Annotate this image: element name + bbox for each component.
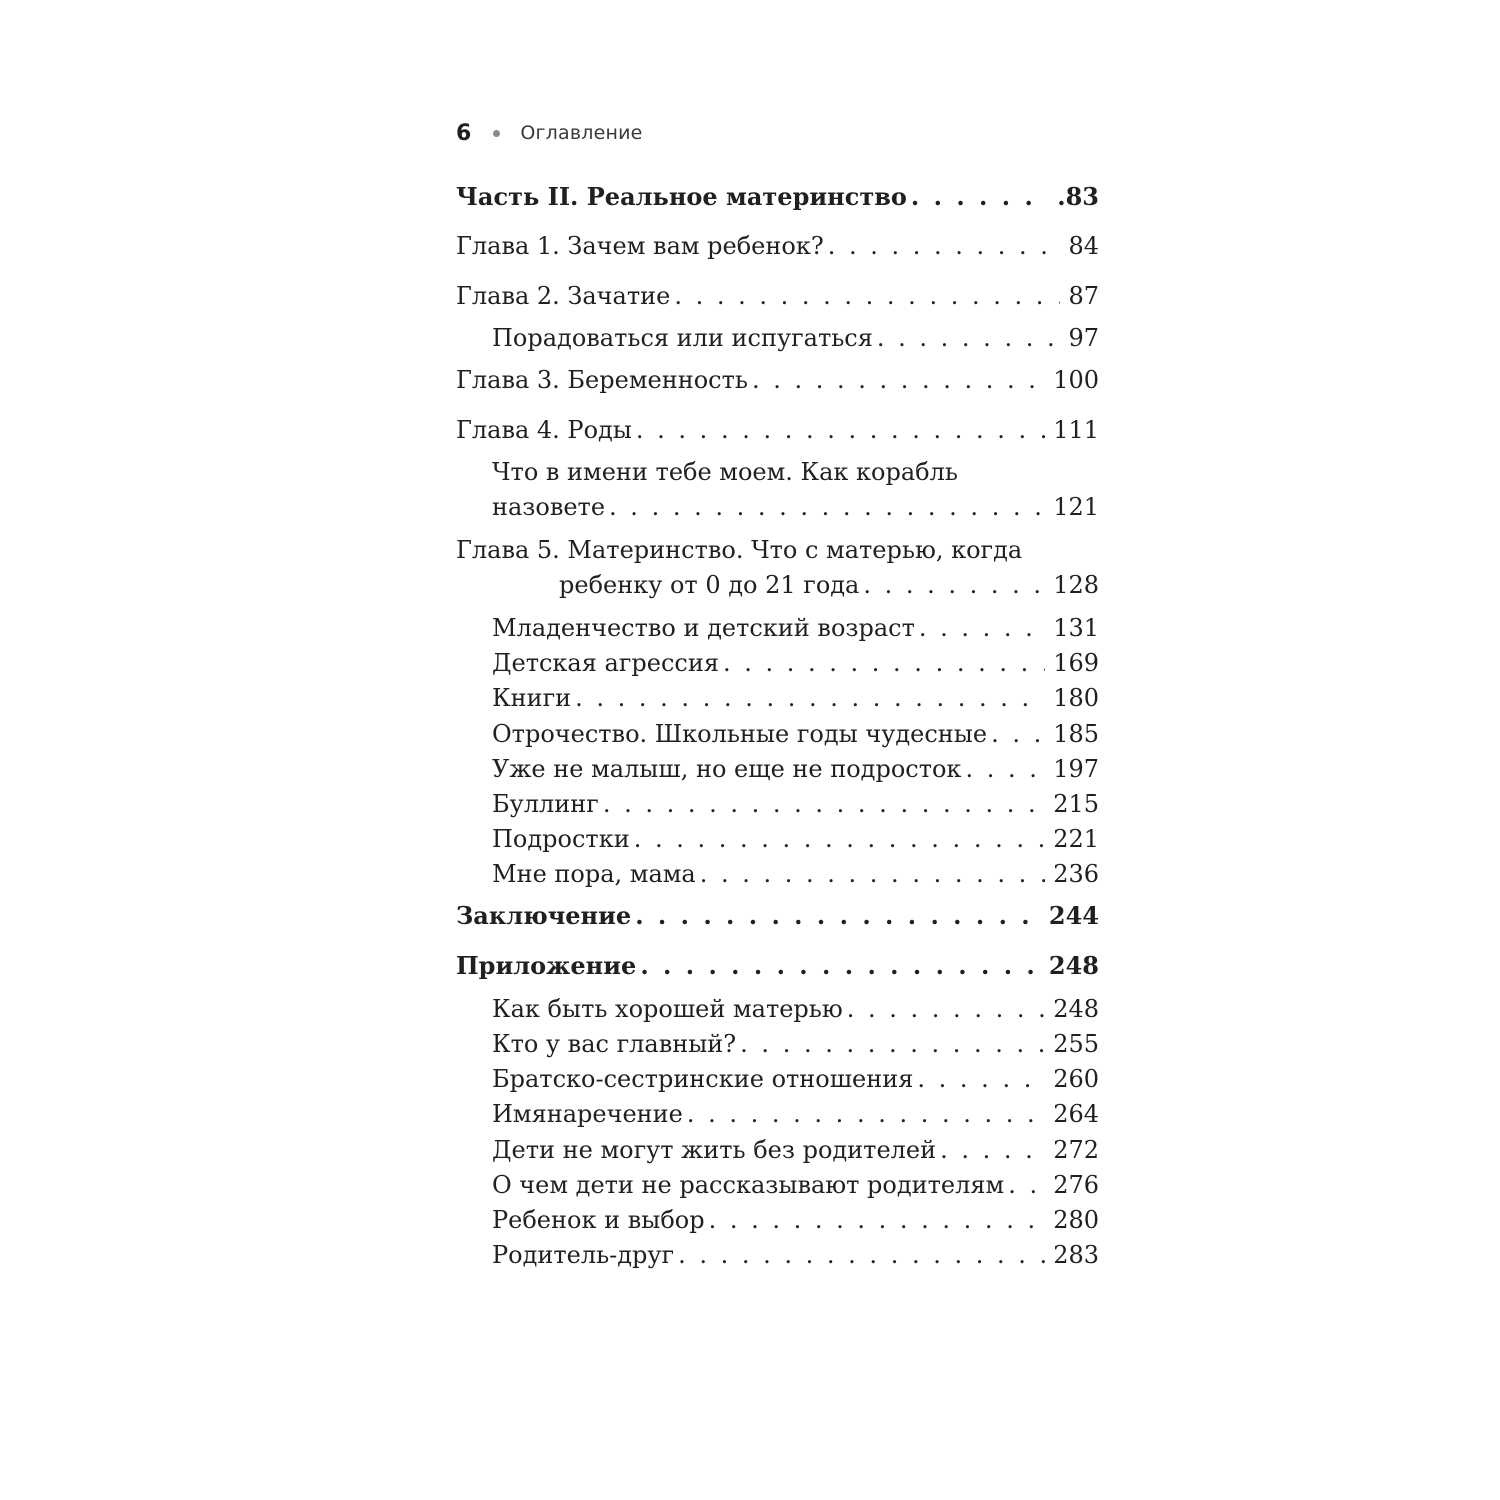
dot-leader <box>917 1062 1045 1096</box>
toc-entry-title: Младенчество и детский возраст <box>492 614 915 642</box>
toc-entry[interactable] <box>559 568 1099 602</box>
toc-entry[interactable] <box>492 857 1099 891</box>
toc-entry-page: 131 <box>1053 614 1099 642</box>
toc-entry[interactable] <box>492 646 1099 680</box>
toc-entry-page: 255 <box>1053 1030 1099 1058</box>
dot-leader <box>700 857 1045 891</box>
bullet-icon <box>493 130 500 137</box>
toc-entry-page: 84 <box>1068 232 1099 260</box>
toc-entry-title: Братско-сестринские отношения <box>492 1065 914 1093</box>
toc-entry-page: 248 <box>1048 951 1099 980</box>
dot-leader <box>940 1133 1045 1167</box>
toc-entry-title: Дети не могут жить без родителей <box>492 1136 937 1164</box>
toc-entry-page: 197 <box>1053 755 1099 783</box>
toc-entry-page: 264 <box>1053 1100 1099 1128</box>
toc-entry-title: Глава 1. Зачем вам ребенок? <box>456 232 824 260</box>
toc-entry-title: Глава 4. Роды <box>456 416 632 444</box>
dot-leader <box>635 899 1041 933</box>
toc-entry-page: 121 <box>1053 493 1099 521</box>
dot-leader <box>877 321 1061 355</box>
toc-entry[interactable] <box>492 611 1099 645</box>
dot-leader <box>575 681 1045 715</box>
toc-entry[interactable] <box>492 490 1099 524</box>
toc-entry-title: Как быть хорошей матерью <box>492 995 843 1023</box>
toc-entry-title: Книги <box>492 684 572 712</box>
toc-entry-first-line[interactable] <box>492 455 1099 489</box>
dot-leader <box>752 363 1045 397</box>
toc-entry-page: 111 <box>1053 416 1099 444</box>
toc-entry-title: Глава 5. Материнство. Что с матерью, когда <box>456 536 1023 564</box>
dot-leader <box>740 1027 1045 1061</box>
toc-entry-title-continued: ребенку от 0 до 21 года <box>559 571 860 599</box>
toc-entry-title: Что в имени тебе моем. Как корабль <box>492 458 958 486</box>
toc-entry-title: Буллинг <box>492 790 599 818</box>
toc-entry[interactable] <box>456 949 1099 983</box>
page-number: 6 <box>456 120 472 146</box>
toc-entry-title: Глава 3. Беременность <box>456 366 748 394</box>
toc-entry-title: Приложение <box>456 951 637 980</box>
dot-leader <box>991 717 1045 751</box>
toc-entry[interactable] <box>492 1062 1099 1096</box>
toc-entry-page: 128 <box>1053 571 1099 599</box>
toc-entry-page: 244 <box>1048 901 1099 930</box>
dot-leader <box>709 1203 1046 1237</box>
dot-leader <box>919 611 1045 645</box>
toc-entry-title: Ребенок и выбор <box>492 1206 705 1234</box>
dot-leader <box>828 229 1061 263</box>
dot-leader <box>687 1097 1045 1131</box>
toc-entry-title: Часть II. Реальное материнство <box>456 182 907 211</box>
dot-leader <box>911 180 1049 214</box>
dot-leader <box>640 949 1041 983</box>
running-head-section: Оглавление <box>520 122 643 144</box>
toc-entry-page: 283 <box>1053 1241 1099 1269</box>
toc-entry-title-continued: назовете <box>492 493 606 521</box>
toc-entry-title: Порадоваться или испугаться <box>492 324 873 352</box>
toc-entry[interactable] <box>492 1027 1099 1061</box>
toc-entry[interactable] <box>492 992 1099 1026</box>
toc-entry[interactable] <box>492 1133 1099 1167</box>
toc-entry-page: 215 <box>1053 790 1099 818</box>
toc-entry[interactable] <box>492 752 1099 786</box>
dot-leader <box>636 413 1045 447</box>
toc-entry-title: Отрочество. Школьные годы чудесные <box>492 720 988 748</box>
toc-entry[interactable] <box>492 787 1099 821</box>
toc-entry[interactable] <box>492 717 1099 751</box>
toc-entry[interactable] <box>492 822 1099 856</box>
toc-entry-title: Имянаречение <box>492 1100 683 1128</box>
toc-entry-title: О чем дети не рассказывают родителям <box>492 1171 1005 1199</box>
toc-entry-title: Заключение <box>456 901 632 930</box>
toc-entry-page: 169 <box>1053 649 1099 677</box>
toc-entry[interactable] <box>492 1203 1099 1237</box>
toc-entry-title: Детская агрессия <box>492 649 719 677</box>
dot-leader <box>863 568 1045 602</box>
running-head <box>456 118 643 148</box>
dot-leader <box>674 279 1060 313</box>
toc-entry-page: 280 <box>1053 1206 1099 1234</box>
toc-entry-page: 276 <box>1053 1171 1099 1199</box>
toc-entry[interactable] <box>492 1097 1099 1131</box>
toc-entry-title: Мне пора, мама <box>492 860 696 888</box>
toc-entry[interactable] <box>456 279 1099 313</box>
dot-leader <box>965 752 1045 786</box>
toc-entry-first-line[interactable] <box>456 533 1099 567</box>
toc-entry-page: 87 <box>1068 282 1099 310</box>
toc-entry[interactable] <box>456 363 1099 397</box>
toc-entry[interactable] <box>492 1168 1099 1202</box>
toc-entry-title: Глава 2. Зачатие <box>456 282 671 310</box>
toc-entry[interactable] <box>492 321 1099 355</box>
dot-leader <box>847 992 1045 1026</box>
dot-leader <box>609 490 1045 524</box>
toc-entry-title: Кто у вас главный? <box>492 1030 737 1058</box>
toc-entry-page: 248 <box>1053 995 1099 1023</box>
toc-entry-page: 221 <box>1053 825 1099 853</box>
toc-entry[interactable] <box>492 681 1099 715</box>
toc-entry-title: Родитель-друг <box>492 1241 675 1269</box>
toc-entry-page: 272 <box>1053 1136 1099 1164</box>
toc-entry[interactable] <box>492 1238 1099 1272</box>
toc-entry[interactable] <box>456 413 1099 447</box>
toc-entry-page: 100 <box>1053 366 1099 394</box>
toc-entry[interactable] <box>456 229 1099 263</box>
toc-entry-page: .83 <box>1057 182 1099 211</box>
dot-leader <box>678 1238 1045 1272</box>
toc-entry-page: 185 <box>1053 720 1099 748</box>
toc-entry-title: Уже не малыш, но еще не подросток <box>492 755 962 783</box>
toc-entry-page: 236 <box>1053 860 1099 888</box>
toc-entry-title: Подростки <box>492 825 630 853</box>
toc-entry-page: 260 <box>1053 1065 1099 1093</box>
toc-entry-page: 97 <box>1068 324 1099 352</box>
toc-entry[interactable] <box>456 180 1099 214</box>
toc-entry-page: 180 <box>1053 684 1099 712</box>
dot-leader <box>603 787 1045 821</box>
toc-entry[interactable] <box>456 899 1099 933</box>
dot-leader <box>634 822 1046 856</box>
dot-leader <box>1008 1168 1045 1202</box>
dot-leader <box>723 646 1045 680</box>
